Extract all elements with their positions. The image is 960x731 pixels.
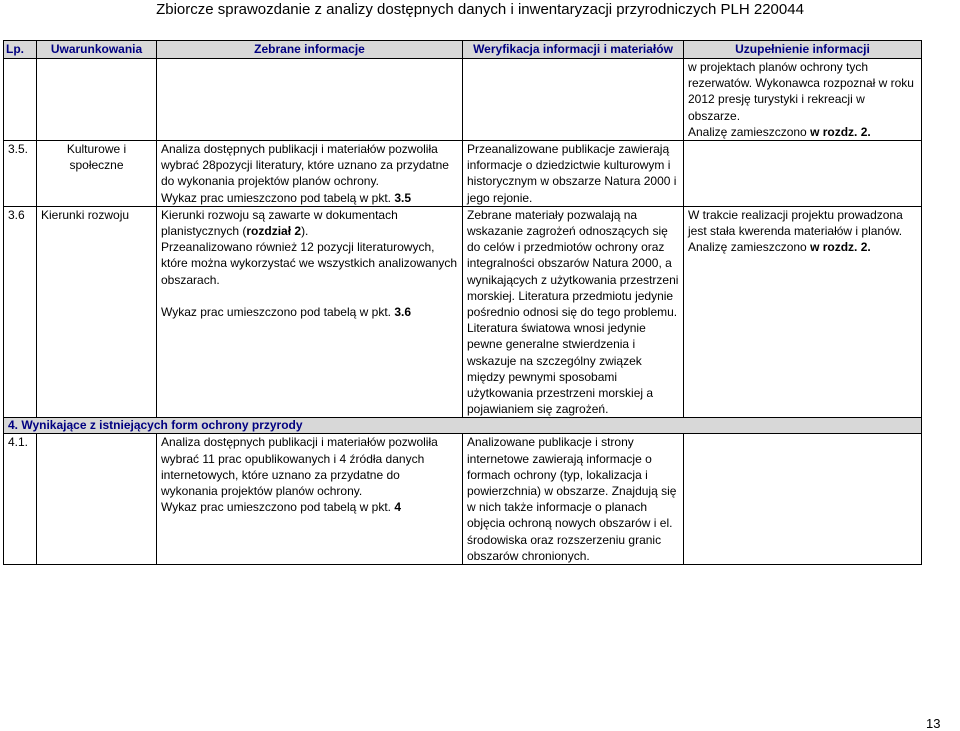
lp-cell: 3.6	[4, 206, 37, 418]
column-header-conditions: Uwarunkowania	[37, 41, 157, 59]
supplement-cell	[684, 434, 922, 565]
collected-p1-suffix: ).	[301, 224, 309, 239]
collected-ref-prefix: Wykaz prac umieszczono pod tabelą w pkt.	[161, 500, 395, 515]
supplement-cell-continued	[684, 59, 922, 141]
collected-text: Analiza dostępnych publikacji i materiałów pozwoliła wybrać 28pozycji literatury, które uznano za przydatne do wykonania projektów planów ochrony.	[161, 142, 449, 189]
condition-cell: Kierunki rozwoju	[37, 206, 157, 418]
supplement-text: W trakcie realizacji projektu prowadzona jest stała kwerenda materiałów i planów.	[688, 207, 903, 239]
supplement-ref-bold: w rozdz. 2.	[810, 240, 871, 255]
collected-ref-bold: 3.5	[394, 190, 412, 205]
table-row-3-5	[4, 141, 922, 207]
supplement-text: w projektach planów ochrony tych rezerwatów. Wykonawca rozpoznał w roku 2012 presję turystyki i rekreacji w obszarze.	[688, 60, 914, 123]
lp-cell: 4.1.	[4, 434, 37, 565]
condition-cell	[37, 434, 157, 565]
verification-cell: Przeanalizowane publikacje zawierają informacje o dziedzictwie kulturowym i historycznym w obszarze Natura 2000 i jego rejonie.	[463, 141, 684, 207]
section-title: 4. Wynikające z istniejących form ochrony przyrody	[4, 418, 922, 434]
collected-p1-bold: rozdział 2	[246, 224, 302, 239]
report-table	[3, 40, 922, 565]
column-header-lp: Lp.	[4, 41, 37, 59]
supplement-ref-bold: w rozdz. 2.	[810, 124, 871, 139]
collected-ref-prefix: Wykaz prac umieszczono pod tabelą w pkt.	[161, 190, 395, 205]
collected-ref-bold: 4	[394, 500, 402, 515]
collected-paragraph-2: Przeanalizowano również 12 pozycji literaturowych, które można wykorzystać we wszystkich analizowanych obszarach.	[161, 240, 458, 287]
page-number: 13	[926, 716, 941, 731]
verification-cell: Zebrane materiały pozwalają na wskazanie zagrożeń odnoszących się do celów i przedmiotów ochrony oraz integralności obszarów Natura 2000, a wynikających z użytkowania przestrzeni morskiej. Literatura przedmiotu jedynie pośrednio odnosi się do tego problemu. Literatura światowa wnosi jedynie pewne generalne stwierdzenia i wskazuje na szczególny związek między pewnymi sposobami użytkowania przestrzeni morskiej a pojawianiem się zagrożeń.	[463, 206, 684, 418]
supplement-ref-prefix: Analizę zamieszczono	[688, 124, 811, 139]
collected-p1-prefix: Kierunki rozwoju są zawarte w dokumentach planistycznych (	[161, 207, 398, 239]
condition-cell: Kulturowe i społeczne	[37, 141, 157, 207]
supplement-ref-prefix: Analizę zamieszczono	[688, 240, 811, 255]
section-row-4	[4, 418, 922, 434]
collected-text: Analiza dostępnych publikacji i materiałów pozwoliła wybrać 11 prac opublikowanych i 4 źródła danych internetowych, które uznano za przydatne do wykonania projektów planów ochrony.	[161, 435, 438, 499]
collected-ref-bold: 3.6	[394, 304, 412, 319]
table-header-row	[4, 41, 922, 59]
collected-cell	[157, 434, 463, 565]
collected-ref-prefix: Wykaz prac umieszczono pod tabelą w pkt.	[161, 304, 395, 319]
collected-paragraph-3	[161, 304, 458, 320]
supplement-cell	[684, 206, 922, 418]
collected-paragraph-1	[161, 207, 458, 239]
collected-cell	[157, 141, 463, 207]
table-row-continued	[4, 59, 922, 141]
column-header-verification: Weryfikacja informacji i materiałów	[463, 41, 684, 59]
page-title: Zbiorcze sprawozdanie z analizy dostępnych danych i inwentaryzacji przyrodniczych PLH 220044	[156, 1, 804, 18]
table-row-3-6	[4, 206, 922, 418]
lp-cell: 3.5.	[4, 141, 37, 207]
verification-cell: Analizowane publikacje i strony internetowe zawierają informacje o formach ochrony (typ, lokalizacja i powierzchnia) w obszarze. Znajdują się w nich także informacje o planach objęcia ochroną nowych obszarów i el. środowiska oraz rozszerzeniu granic obszarów chronionych.	[463, 434, 684, 565]
supplement-cell	[684, 141, 922, 207]
table-row-4-1	[4, 434, 922, 565]
column-header-supplement: Uzupełnienie informacji	[684, 41, 922, 59]
column-header-collected: Zebrane informacje	[157, 41, 463, 59]
collected-cell	[157, 206, 463, 418]
